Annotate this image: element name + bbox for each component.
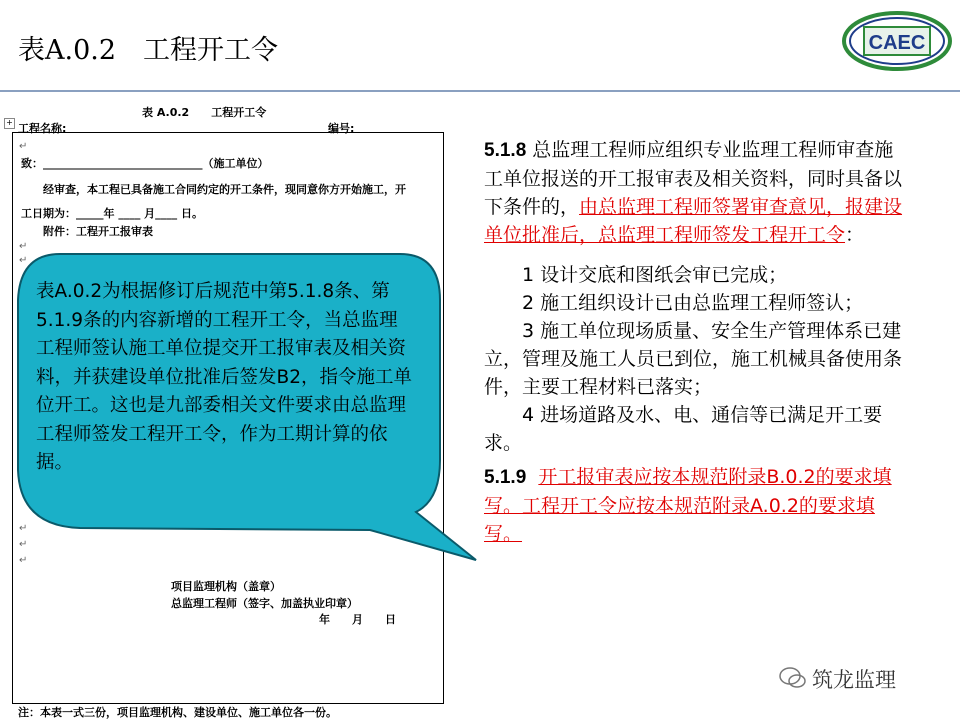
form-table-frame: ↵ 致：_____________________________（施工单位） 经审查，本工程已具备施工合同约定的开工条件，现同意你方开始施工，开 工日期为：_____年 ____ 月____ 日。 附件：工程开工报审表 ↵ ↵ ↵ ↵ ↵ 项目监理机构（盖章） 总监理工程师（签字、加盖执业印章） 年 月 日 (12, 132, 444, 704)
logo-text: CAEC (868, 32, 926, 54)
condition-item-1: 1 设计交底和图纸会审已完成； (522, 264, 788, 286)
clause-5-1-8-number: 5.1.8 (484, 140, 527, 161)
body-line-1: 经审查，本工程已具备施工合同约定的开工条件，现同意你方开始施工，开 (43, 183, 406, 196)
sign-organization: 项目监理机构（盖章） (171, 580, 281, 593)
body-line-2: 工日期为：_____年 ____ 月____ 日。 (21, 207, 203, 220)
form-heading: 表 A.0.2 工程开工令 (142, 106, 267, 119)
to-line: 致：_____________________________（施工单位） (21, 157, 269, 170)
clause-5-1-9-text: 开工报审表应按本规范附录B.0.2的要求填写。工程开工令应按本规范附录A.0.2的要求填写。 (484, 466, 892, 545)
clause-5-1-8: 5.1.8 总监理工程师应组织专业监理工程师审查施工单位报送的开工报审表及相关资料，同时具备以下条件的，由总监理工程师签署审查意见，报建设单位批准后，总监理工程师签发工程开工令： (484, 139, 903, 246)
condition-item-3: 3 施工单位现场质量、安全生产管理体系已建立，管理及施工人员已到位，施工机械具备使用条件，主要工程材料已落实； (484, 320, 903, 398)
form-footnote: 注：本表一式三份，项目监理机构、建设单位、施工单位各一份。 (18, 706, 337, 719)
number-label: 编号: (328, 122, 355, 135)
clause-5-1-8-highlight: 由总监理工程师签署审查意见，报建设单位批准后，总监理工程师签发工程开工令 (484, 196, 903, 246)
clause-5-1-8-text: 总监理工程师应组织专业监理工程师审查施工单位报送的开工报审表及相关资料，同时具备以下条件的， (484, 139, 903, 218)
table-move-handle[interactable]: + (4, 118, 15, 129)
clause-5-1-9-number: 5.1.9 (484, 467, 527, 488)
sign-date: 年 月 日 (319, 613, 396, 626)
page-title: 表A.0.2 工程开工令 (18, 35, 279, 66)
clause-5-1-9 (484, 463, 904, 548)
sign-engineer: 总监理工程师（签字、加盖执业印章） (171, 597, 358, 610)
condition-item-2: 2 施工组织设计已由总监理工程师签认； (522, 292, 864, 314)
clause-panel (484, 136, 904, 548)
condition-item-4: 4 进场道路及水、电、通信等已满足开工要求。 (484, 404, 883, 454)
watermark-text: 筑龙监理 (812, 668, 896, 692)
attachment-line: 附件：工程开工报审表 (43, 225, 153, 238)
project-name-label: 工程名称: (18, 122, 67, 135)
callout-text: 表A.0.2为根据修订后规范中第5.1.8条、第5.1.9条的内容新增的工程开工令，当总监理工程师签认施工单位提交开工报审表及相关资料，并获建设单位批准后签发B2，指令施工单位开工。这也是九部委相关文件要求由总监理工程师签发工程开工令，作为工期计算的依据。 (36, 281, 412, 473)
wechat-icon (778, 663, 808, 693)
